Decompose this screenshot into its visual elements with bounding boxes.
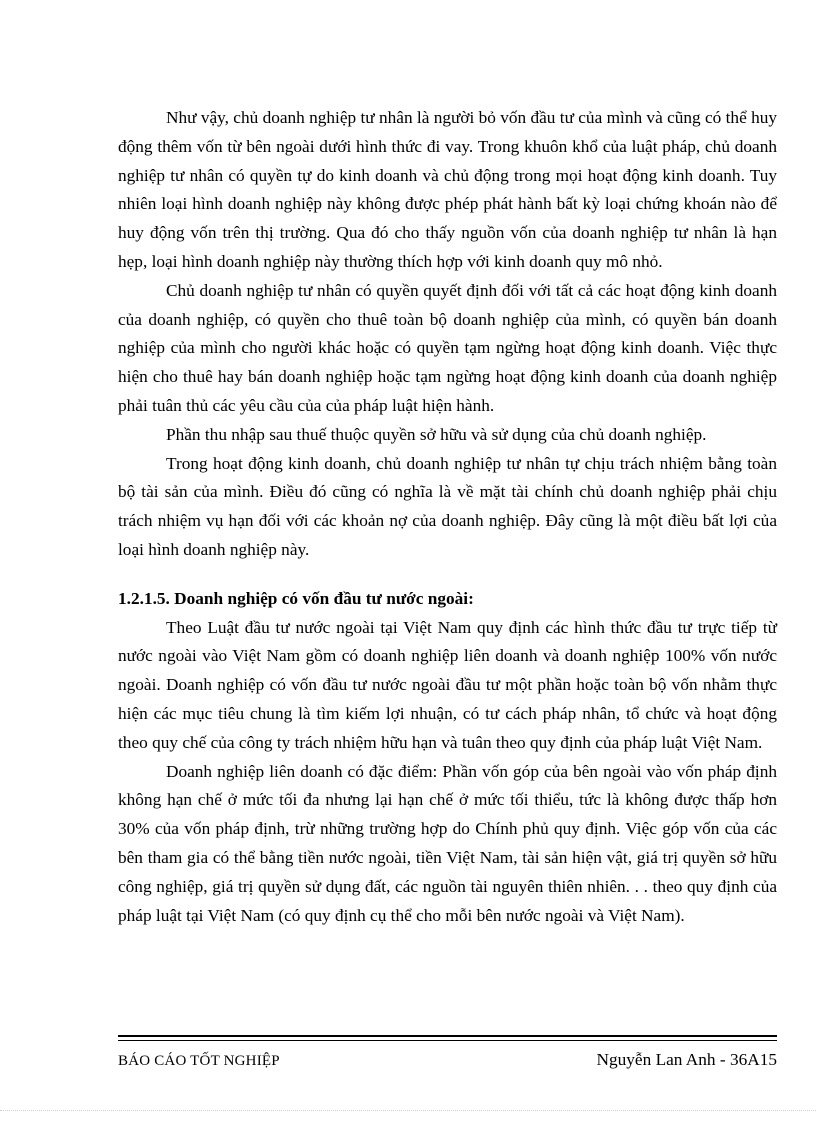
paragraph: Theo Luật đầu tư nước ngoài tại Việt Nam quy định các hình thức đầu tư trực tiếp từ nước ngoài vào Việt Nam gồm có doanh nghiệp liên doanh và doanh nghiệp 100% vốn nước ngoài. Doanh nghiệp có vốn đầu tư nước ngoài đầu tư một phần hoặc toàn bộ vốn nhằm thực hiện các mục tiêu chung là tìm kiếm lợi nhuận, có tư cách pháp nhân, tổ chức và hoạt động theo quy chế của công ty trách nhiệm hữu hạn và tuân theo quy định của pháp luật Việt Nam.	[118, 617, 777, 752]
footer-report-title: BÁO CÁO TỐT NGHIỆP	[118, 1053, 280, 1069]
document-body	[118, 104, 777, 930]
footer-author: Nguyễn Lan Anh - 36A15	[596, 1050, 777, 1069]
section-heading: 1.2.1.5. Doanh nghiệp có vốn đầu tư nước ngoài:	[118, 588, 474, 608]
footer-divider-thin	[118, 1040, 777, 1041]
paragraph: Phần thu nhập sau thuế thuộc quyền sở hữu và sử dụng của chủ doanh nghiệp.	[166, 424, 707, 444]
paragraph: Doanh nghiệp liên doanh có đặc điểm: Phần vốn góp của bên ngoài vào vốn pháp định không hạn chế ở mức tối đa nhưng lại hạn chế ở mức tối thiểu, tức là không được thấp hơn 30% của vốn pháp định, trừ những trường hợp do Chính phủ quy định. Việc góp vốn của các bên tham gia có thể bằng tiền nước ngoài, tiền Việt Nam, tài sản hiện vật, giá trị quyền sở hữu công nghiệp, giá trị quyền sử dụng đất, các nguồn tài nguyên thiên nhiên. . . theo quy định của pháp luật tại Việt Nam (có quy định cụ thể cho mỗi bên nước ngoài và Việt Nam).	[118, 761, 777, 925]
paragraph: Như vậy, chủ doanh nghiệp tư nhân là người bỏ vốn đầu tư của mình và cũng có thể huy động thêm vốn từ bên ngoài dưới hình thức đi vay. Trong khuôn khổ của luật pháp, chủ doanh nghiệp tư nhân có quyền tự do kinh doanh và chủ động trong mọi hoạt động kinh doanh. Tuy nhiên loại hình doanh nghiệp này không được phép phát hành bất kỳ loại chứng khoán nào để huy động vốn trên thị trường. Qua đó cho thấy nguồn vốn của doanh nghiệp tư nhân là hạn hẹp, loại hình doanh nghiệp này thường thích hợp với kinh doanh quy mô nhỏ.	[118, 108, 777, 271]
footer-divider-thick	[118, 1035, 777, 1037]
paragraph: Chủ doanh nghiệp tư nhân có quyền quyết định đối với tất cả các hoạt động kinh doanh của doanh nghiệp, có quyền cho thuê toàn bộ doanh nghiệp của mình, có quyền bán doanh nghiệp của mình cho người khác hoặc có quyền tạm ngừng hoạt động kinh doanh. Việc thực hiện cho thuê hay bán doanh nghiệp hoặc tạm ngừng hoạt động kinh doanh của doanh nghiệp phải tuân thủ các yêu cầu của của pháp luật hiện hành.	[118, 280, 777, 415]
paragraph: Trong hoạt động kinh doanh, chủ doanh nghiệp tư nhân tự chịu trách nhiệm bằng toàn bộ tài sản của mình. Điều đó cũng có nghĩa là về mặt tài chính chủ doanh nghiệp phải chịu trách nhiệm vụ hạn đối với các khoản nợ của doanh nghiệp. Đây cũng là một điều bất lợi của loại hình doanh nghiệp này.	[118, 453, 777, 559]
page-bottom-edge	[0, 1110, 816, 1111]
